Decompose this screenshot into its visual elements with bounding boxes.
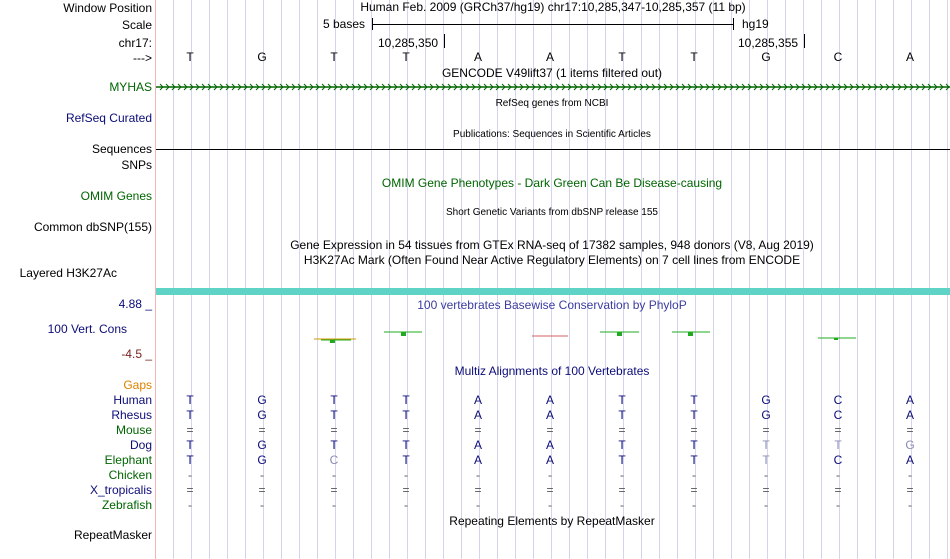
track-label-100-vert-cons[interactable]: 100 Vert. Cons: [47, 322, 127, 336]
species-label[interactable]: Chicken: [108, 468, 152, 482]
alignment-base: -: [404, 498, 408, 512]
alignment-base: -: [836, 498, 840, 512]
alignment-base: =: [330, 483, 338, 497]
alignment-base: =: [834, 483, 842, 497]
alignment-base: =: [906, 483, 914, 497]
alignment-base: T: [402, 393, 410, 407]
alignment-base: -: [908, 498, 912, 512]
alignment-base: =: [186, 423, 194, 437]
species-label[interactable]: Rhesus: [111, 408, 152, 422]
species-label[interactable]: Zebrafish: [101, 498, 152, 512]
conservation-min-value: -4.5 _: [121, 347, 152, 361]
alignment-base: =: [834, 423, 842, 437]
alignment-base: -: [692, 498, 696, 512]
alignment-base: T: [618, 393, 626, 407]
alignment-base: T: [402, 453, 410, 467]
alignment-base: -: [836, 468, 840, 482]
myhas-gene-feature[interactable]: [156, 82, 950, 92]
alignment-base: -: [332, 498, 336, 512]
species-label[interactable]: Human: [113, 393, 152, 407]
alignment-base: C: [833, 453, 843, 467]
alignment-base: -: [476, 468, 480, 482]
chromosome-label: chr17:: [118, 36, 152, 50]
dbsnp-track-title: Short Genetic Variants from dbSNP release 155: [446, 207, 658, 218]
reference-base: A: [473, 50, 482, 64]
alignment-base: =: [546, 423, 554, 437]
alignment-base: -: [332, 468, 336, 482]
alignment-base: T: [330, 393, 338, 407]
alignment-base: =: [690, 423, 698, 437]
alignment-base: =: [762, 483, 770, 497]
strand-arrow-label: --->: [133, 51, 152, 65]
reference-base: C: [833, 50, 843, 64]
track-label-repeatmasker[interactable]: RepeatMasker: [73, 528, 152, 542]
track-label-omim-genes[interactable]: OMIM Genes: [80, 189, 152, 203]
alignment-base: A: [473, 453, 482, 467]
species-label[interactable]: Dog: [129, 438, 152, 452]
alignment-base: -: [260, 468, 264, 482]
alignment-base: T: [690, 408, 698, 422]
window-position-text: Human Feb. 2009 (GRCh37/hg19) chr17:10,285,347-10,285,357 (11 bp): [360, 0, 746, 14]
alignment-base: A: [905, 393, 914, 407]
phylop-track-title: 100 vertebrates Basewise Conservation by PhyloP: [417, 298, 687, 312]
conservation-max-value: 4.88 _: [118, 297, 152, 311]
scale-bar-right-tick: [733, 18, 734, 30]
alignment-base: =: [258, 423, 266, 437]
alignment-base: T: [186, 453, 194, 467]
refseq-track-title: RefSeq genes from NCBI: [495, 98, 609, 109]
reference-base: T: [330, 50, 338, 64]
alignment-base: T: [618, 453, 626, 467]
alignment-base: C: [329, 453, 339, 467]
track-label-myhas[interactable]: MYHAS: [109, 80, 152, 94]
alignment-base: T: [186, 408, 194, 422]
alignment-base: -: [260, 498, 264, 512]
species-label[interactable]: X_tropicalis: [89, 483, 152, 497]
scale-label: Scale: [121, 18, 152, 32]
alignment-base: -: [188, 468, 192, 482]
sequences-track-line[interactable]: [156, 149, 950, 150]
species-label[interactable]: Elephant: [104, 453, 152, 467]
alignment-base: -: [548, 498, 552, 512]
alignment-base: -: [476, 498, 480, 512]
alignment-base: A: [545, 438, 554, 452]
alignment-base: -: [548, 468, 552, 482]
reference-base: A: [905, 50, 914, 64]
alignment-base: =: [546, 483, 554, 497]
alignment-base: T: [618, 408, 626, 422]
h3k27ac-signal-bar[interactable]: [156, 288, 950, 295]
alignment-base: =: [906, 423, 914, 437]
alignment-base: A: [905, 453, 914, 467]
alignment-base: T: [330, 408, 338, 422]
track-label-common-dbsnp[interactable]: Common dbSNP(155): [33, 220, 152, 234]
coordinate-tick-left: [444, 34, 445, 48]
track-label-snps[interactable]: SNPs: [121, 158, 152, 172]
alignment-base: =: [618, 483, 626, 497]
alignment-base: T: [762, 438, 770, 452]
coordinate-label-right: 10,285,355: [738, 36, 799, 50]
alignment-base: G: [257, 453, 267, 467]
alignment-base: G: [257, 393, 267, 407]
alignment-base: =: [474, 423, 482, 437]
track-label-gaps[interactable]: Gaps: [123, 378, 152, 392]
alignment-base: -: [620, 468, 624, 482]
alignment-base: T: [330, 438, 338, 452]
alignment-base: C: [833, 393, 843, 407]
alignment-base: -: [692, 468, 696, 482]
alignment-base: G: [257, 438, 267, 452]
alignment-base: T: [186, 438, 194, 452]
alignment-base: T: [762, 453, 770, 467]
alignment-base: -: [908, 468, 912, 482]
scale-bar: [372, 24, 733, 25]
alignment-base: =: [330, 423, 338, 437]
reference-base: G: [257, 50, 267, 64]
alignment-base: =: [258, 483, 266, 497]
track-label-sequences[interactable]: Sequences: [91, 142, 152, 156]
track-label-pane: [0, 0, 155, 559]
alignment-base: -: [188, 498, 192, 512]
alignment-base: C: [833, 408, 843, 422]
scale-text: 5 bases: [323, 17, 366, 31]
alignment-base: G: [905, 438, 915, 452]
gtex-track-title: Gene Expression in 54 tissues from GTEx RNA-seq of 17382 samples, 948 donors (V8, Aug 2019): [290, 238, 814, 252]
coordinate-label-left: 10,285,350: [378, 36, 439, 50]
alignment-base: =: [762, 423, 770, 437]
alignment-base: A: [905, 408, 914, 422]
alignment-base: A: [473, 408, 482, 422]
h3k27ac-track-title: H3K27Ac Mark (Often Found Near Active Regulatory Elements) on 7 cell lines from ENCODE: [303, 253, 801, 267]
alignment-base: T: [402, 408, 410, 422]
reference-base: T: [186, 50, 194, 64]
alignment-base: -: [764, 468, 768, 482]
alignment-base: T: [618, 438, 626, 452]
reference-base: A: [545, 50, 554, 64]
alignment-base: A: [545, 393, 554, 407]
window-position-label: Window Position: [63, 1, 152, 15]
alignment-base: -: [620, 498, 624, 512]
alignment-base: =: [690, 483, 698, 497]
alignment-base: =: [186, 483, 194, 497]
alignment-base: -: [404, 468, 408, 482]
alignment-base: A: [545, 453, 554, 467]
assembly-label: hg19: [742, 17, 769, 31]
alignment-base: T: [402, 438, 410, 452]
coordinate-tick-right: [804, 34, 805, 48]
alignment-base: =: [474, 483, 482, 497]
alignment-base: A: [545, 408, 554, 422]
publications-track-title: Publications: Sequences in Scientific Articles: [453, 129, 651, 140]
omim-track-title: OMIM Gene Phenotypes - Dark Green Can Be Disease-causing: [381, 176, 723, 190]
alignment-base: -: [764, 498, 768, 512]
multiz-track-title: Multiz Alignments of 100 Vertebrates: [454, 364, 650, 378]
reference-base: G: [761, 50, 771, 64]
phylop-conservation-plot[interactable]: [156, 325, 950, 350]
reference-base: T: [402, 50, 410, 64]
species-label[interactable]: Mouse: [115, 423, 152, 437]
alignment-base: T: [690, 393, 698, 407]
reference-base: T: [618, 50, 626, 64]
alignment-base: =: [402, 423, 410, 437]
repeatmasker-track-title: Repeating Elements by RepeatMasker: [449, 514, 655, 528]
track-label-refseq-curated[interactable]: RefSeq Curated: [65, 111, 152, 125]
alignment-base: T: [834, 438, 842, 452]
alignment-base: G: [761, 408, 771, 422]
alignment-base: G: [761, 393, 771, 407]
alignment-base: =: [402, 483, 410, 497]
alignment-base: A: [473, 393, 482, 407]
alignment-base: T: [690, 438, 698, 452]
alignment-base: =: [618, 423, 626, 437]
track-label-layered-h3k27ac[interactable]: Layered H3K27Ac: [19, 266, 117, 280]
reference-base: T: [690, 50, 698, 64]
gencode-track-title: GENCODE V49lift37 (1 items filtered out): [441, 66, 663, 80]
alignment-base: A: [473, 438, 482, 452]
alignment-base: G: [257, 408, 267, 422]
alignment-base: T: [186, 393, 194, 407]
alignment-base: T: [690, 453, 698, 467]
